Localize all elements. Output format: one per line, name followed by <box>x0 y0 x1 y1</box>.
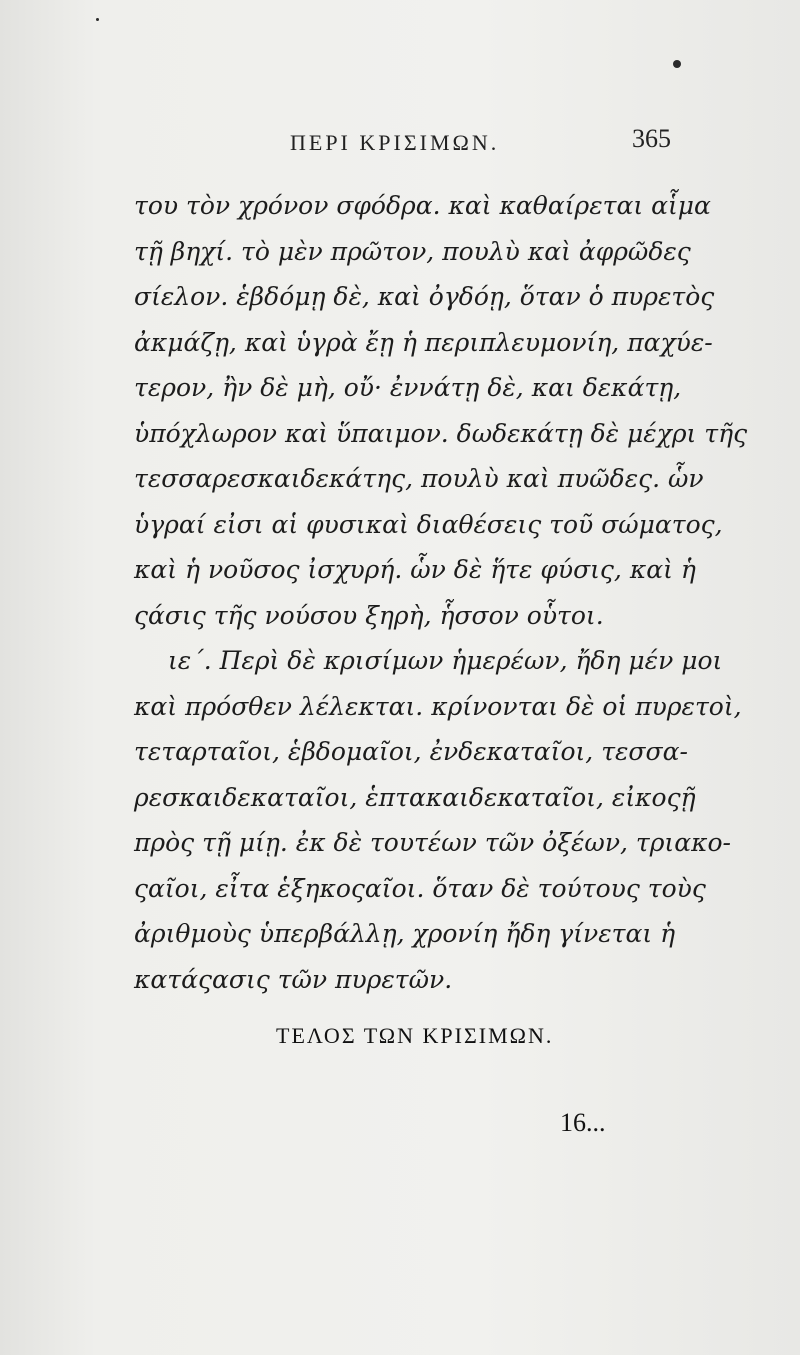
text-line: καὶ ἡ νοῦσος ἰσχυρή. ὧν δὲ ἥτε φύσις, καὶ ἡ <box>134 555 696 584</box>
text-line: ἀριθμοὺς ὑπερβάλλῃ, χρονίη ἤδη γίνεται ἡ <box>134 919 676 948</box>
text-line: ὑπόχλωρον καὶ ὕπαιμον. δωδεκάτῃ δὲ μέχρι τῆς <box>134 418 748 448</box>
text-line: ςάσις τῆς νούσου ξηρὴ, ἧσσον οὗτοι. <box>134 600 604 630</box>
ink-speck <box>96 18 99 21</box>
text-line: τεταρταῖοι, ἑβδομαῖοι, ἐνδεκαταῖοι, τεσσα- <box>134 737 688 766</box>
text-line: ἀκμάζῃ, καὶ ὑγρὰ ἔῃ ἡ περιπλευμονίη, παχύε- <box>134 327 713 357</box>
text-line: του τὸν χρόνον σφόδρα. καὶ καθαίρεται αἷμα <box>134 191 711 220</box>
text-line: τερον, ἢν δὲ μὴ, οὔ· ἐννάτῃ δὲ, και δεκάτῃ, <box>134 373 682 402</box>
text-line: ιε΄. Περὶ δὲ κρισίμων ἡμερέων, ἤδη μέν μοι <box>168 646 723 675</box>
text-line: τεσσαρεσκαιδεκάτης, πουλὺ καὶ πυῶδες. ὧν <box>134 464 704 493</box>
page-number: 365 <box>632 124 671 153</box>
text-line: κατάςασις τῶν πυρετῶν. <box>134 964 453 994</box>
text-line: καὶ πρόσθεν λέλεκται. κρίνονται δὲ οἱ πυρετοὶ, <box>134 691 742 721</box>
text-line: ρεσκαιδεκαταῖοι, ἑπτακαιδεκαταῖοι, εἰκοςῇ <box>134 782 696 812</box>
running-title: ΠΕΡΙ ΚΡΙΣΙΜΩΝ. <box>290 130 500 155</box>
text-line: ὑγραί εἰσι αἱ φυσικαὶ διαθέσεις τοῦ σώματος, <box>134 509 723 539</box>
ink-speck <box>673 60 681 68</box>
text-line: ςαῖοι, εἶτα ἑξηκοςαῖοι. ὅταν δὲ τούτους τοὺς <box>134 873 706 903</box>
signature-mark: 16... <box>560 1108 606 1137</box>
text-line: τῇ βηχί. τὸ μὲν πρῶτον, πουλὺ καὶ ἀφρῶδες <box>134 236 691 266</box>
text-line: σίελον. ἑβδόμῃ δὲ, καὶ ὀγδόῃ, ὅταν ὁ πυρετὸς <box>134 282 715 311</box>
end-title: ΤΕΛΟΣ ΤΩΝ ΚΡΙΣΙΜΩΝ. <box>276 1023 554 1048</box>
text-line: πρὸς τῇ μίῃ. ἐκ δὲ τουτέων τῶν ὀξέων, τριακο- <box>134 828 732 857</box>
page-header <box>0 122 800 162</box>
body-text <box>134 183 748 1002</box>
